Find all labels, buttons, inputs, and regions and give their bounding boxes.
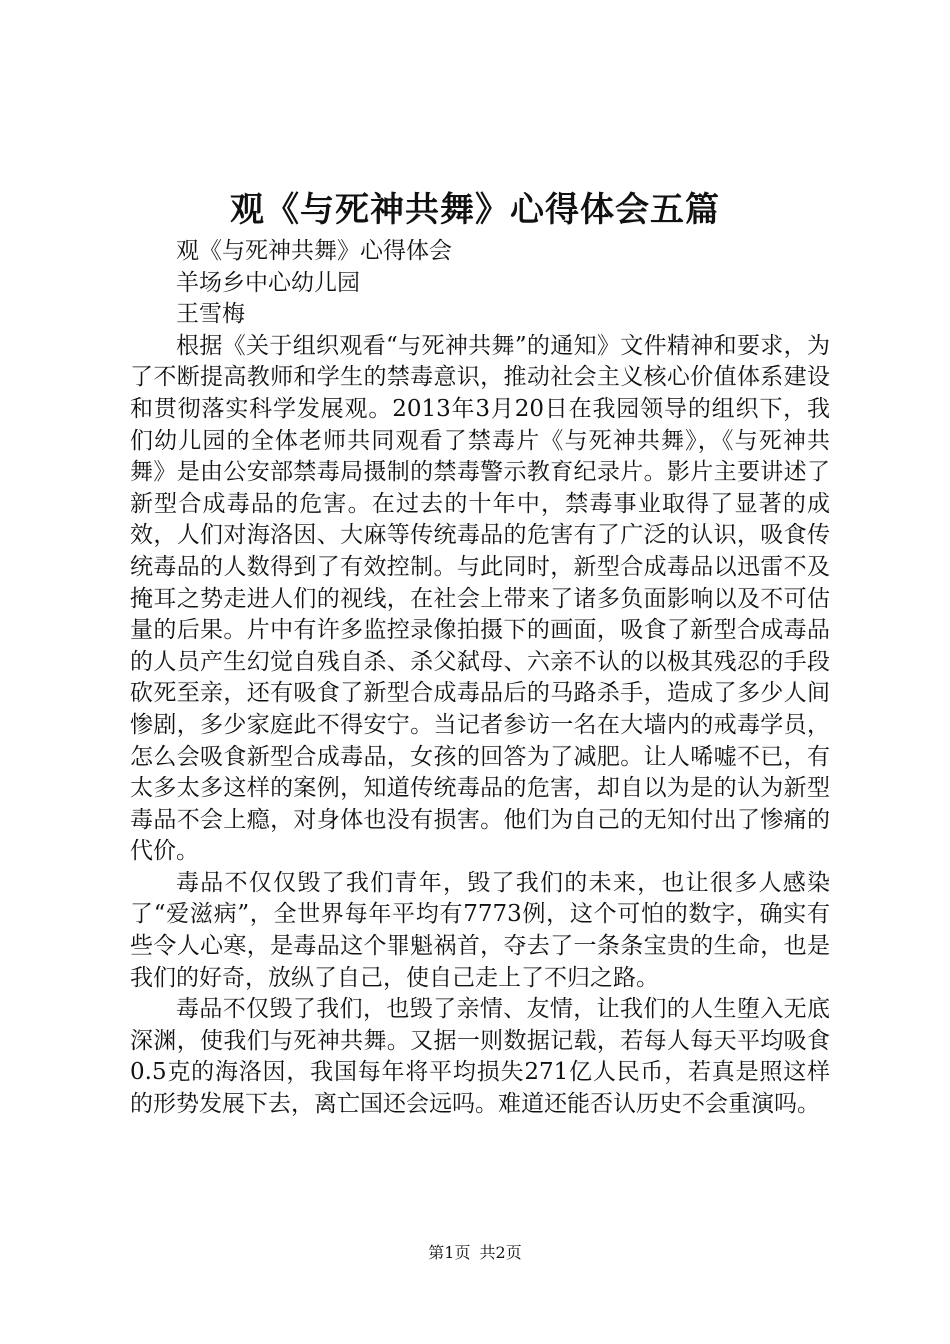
author-organization: 羊场乡中心幼儿园 (176, 269, 360, 296)
page-number: 第1页 (428, 1243, 471, 1262)
body-paragraph: 根据《关于组织观看“与死神共舞”的通知》文件精神和要求，为了不断提高教师和学生的禁毒意识，推动社会主义核心价值体系建设和贯彻落实科学发展观。2013年3月20日在我园领导的组织下，我们幼儿园的全体老师共同观看了禁毒片《与死神共舞》，《与死神共舞》是由公安部禁毒局摄制的禁毒警示教育纪录片。影片主要讲述了新型合成毒品的危害。在过去的十年中，禁毒事业取得了显著的成效，人们对海洛因、大麻等传统毒品的危害有了广泛的认识，吸食传统毒品的人数得到了有效控制。与此同时，新型合成毒品以迅雷不及掩耳之势走进人们的视线，在社会上带来了诸多负面影响以及不可估量的后果。片中有许多监控录像拍摄下的画面，吸食了新型合成毒品的人员产生幻觉自残自杀、杀父弑母、六亲不认的以极其残忍的手段砍死至亲，还有吸食了新型合成毒品后的马路杀手，造成了多少人间惨剧，多少家庭此不得安宁。当记者参访一名在大墙内的戒毒学员，怎么会吸食新型合成毒品，女孩的回答为了减肥。让人唏嘘不已，有太多太多这样的案例，知道传统毒品的危害，却自以为是的认为新型毒品不会上瘾，对身体也没有损害。他们为自己的无知付出了惨痛的代价。 (130, 332, 830, 865)
page-total: 共2页 (479, 1243, 522, 1262)
document-title: 观《与死神共舞》心得体会五篇 (230, 190, 720, 230)
body-paragraph: 毒品不仅仅毁了我们青年，毁了我们的未来，也让很多人感染了“爱滋病”，全世界每年平均有7773例，这个可怕的数字，确实有些令人心寒，是毒品这个罪魁祸首，夺去了一条条宝贵的生命，也是我们的好奇，放纵了自己，使自己走上了不归之路。 (130, 869, 830, 991)
author-name: 王雪梅 (176, 301, 245, 328)
page-footer (0, 1242, 950, 1264)
document-body (130, 236, 830, 1121)
body-paragraph: 毒品不仅毁了我们，也毁了亲情、友情，让我们的人生堕入无底深渊，使我们与死神共舞。又据一则数据记载，若每人每天平均吸食0.5克的海洛因，我国每年将平均损失271亿人民币，若真是照这样的形势发展下去，离亡国还会远吗。难道还能否认历史不会重演吗。 (130, 996, 830, 1118)
document-subtitle: 观《与死神共舞》心得体会 (176, 238, 452, 264)
